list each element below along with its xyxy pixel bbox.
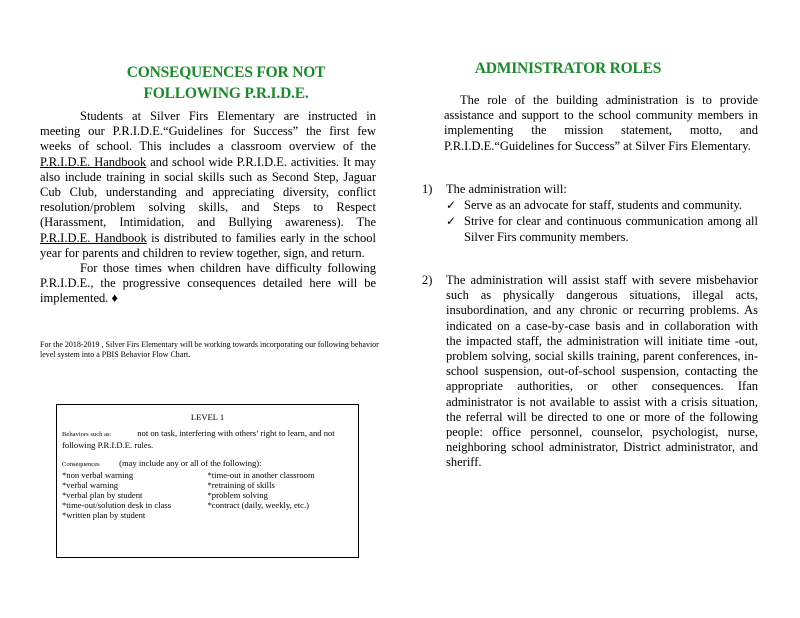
intro-text-a: Students at Silver Firs Elementary are instructed in meeting our P.R.I.D.E.“Guidelines for Success” the first few weeks of school. This includes a classroom overview of the	[40, 109, 376, 154]
heading-line-1: CONSEQUENCES FOR NOT	[126, 64, 326, 81]
level-1-box	[56, 404, 359, 558]
consequences-body	[40, 109, 376, 307]
list-item: *time-out in another classroom	[207, 470, 315, 480]
intro-text-b: and school wide P.R.I.D.E. activities. It may also include training in social skills such as Second Step, Jaguar Cub Club, understanding and appreciating diversity, conflict resolution/problem solving skills, and Steps to Respect (Harassment, Intimidation, and Bullying awareness). The	[40, 154, 376, 230]
consequences-line	[62, 458, 353, 470]
list-item: *retraining of skills	[207, 480, 275, 490]
behaviors-label: Behaviors such as:	[62, 431, 112, 438]
consequences-paragraph: For those times when children have difficulty following P.R.I.D.E., the progressive consequences detailed here will be implemented. ♦	[40, 261, 376, 306]
list-item: *written plan by student	[62, 510, 146, 520]
consequence-list-2	[208, 470, 354, 520]
consequence-list-1	[62, 470, 208, 520]
roles-intro-paragraph: The role of the building administration is to provide assistance and support to the school community members in implementing the mission statement, motto, and P.R.I.D.E.“Guidelines for Success” at Silver Firs Elementary.	[444, 93, 758, 153]
heading-line-2: FOLLOWING P.R.I.D.E.	[143, 85, 309, 102]
check-text: Serve as an advocate for staff, students and community.	[464, 198, 743, 213]
consequences-label: Consequences	[62, 461, 100, 468]
consequences-heading	[40, 62, 412, 104]
check-item	[446, 198, 758, 213]
behaviors-text: not on task, interfering with others’ right to learn, and not following P.R.I.D.E. rules.	[62, 428, 335, 450]
check-icon: ✓	[446, 198, 457, 213]
intro-text-c: is distributed to families early in the school year for parents and children to review together, sign, and return.	[40, 230, 376, 260]
roles-intro	[444, 93, 758, 154]
pbis-footnote: For the 2018-2019 , Silver Firs Elementary will be working towards incorporating our following behavior level system into a PBIS Behavior Flow Chart.	[40, 340, 379, 359]
list-item: *contract (daily, weekly, etc.)	[207, 500, 309, 510]
intro-paragraph	[40, 109, 376, 261]
behaviors-line	[62, 428, 353, 450]
list-item: *verbal warning	[62, 480, 119, 490]
list-item: *time-out/solution desk in class	[62, 500, 172, 510]
consequences-text: (may include any or all of the following):	[119, 458, 262, 468]
administrator-roles-heading: ADMINISTRATOR ROLES	[474, 60, 662, 77]
check-icon: ✓	[446, 214, 457, 229]
item-number: 1)	[422, 182, 433, 196]
roles-item-2	[422, 273, 758, 471]
list-item: *problem solving	[207, 490, 268, 500]
roles-item-1	[422, 182, 758, 245]
item-text: The administration will assist staff with severe misbehavior such as physically dangerous situations, illegal acts, insubordination, and any chronic or recurring problems. As indicated on a case-by-case basis and in collaboration with the impacted staff, the administration will initiate time -out, problem solving, social skills training, parent conferences, in-school suspension, out-of-school suspension, contacting the appropriate authorities, or other consequences. Ifan administrator is not available to assist with a crisis situation, the referral will be directed to one or more of the following people: office personnel, counselor, psychologist, nurse, neighboring school administrator, District administrator, and sheriff.	[446, 273, 758, 470]
item-number: 2)	[422, 273, 433, 287]
list-item: *verbal plan by student	[62, 490, 143, 500]
handbook-title-1: P.R.I.D.E. Handbook	[40, 154, 147, 169]
handbook-title-2: P.R.I.D.E. Handbook	[40, 230, 147, 245]
consequence-lists	[62, 470, 353, 520]
check-text: Strive for clear and continuous communication among all Silver Firs community members.	[464, 214, 758, 244]
level-title: LEVEL 1	[190, 412, 225, 422]
list-item: *non verbal warning	[62, 470, 134, 480]
item-text: The administration will:	[446, 182, 567, 196]
check-item	[446, 214, 758, 244]
